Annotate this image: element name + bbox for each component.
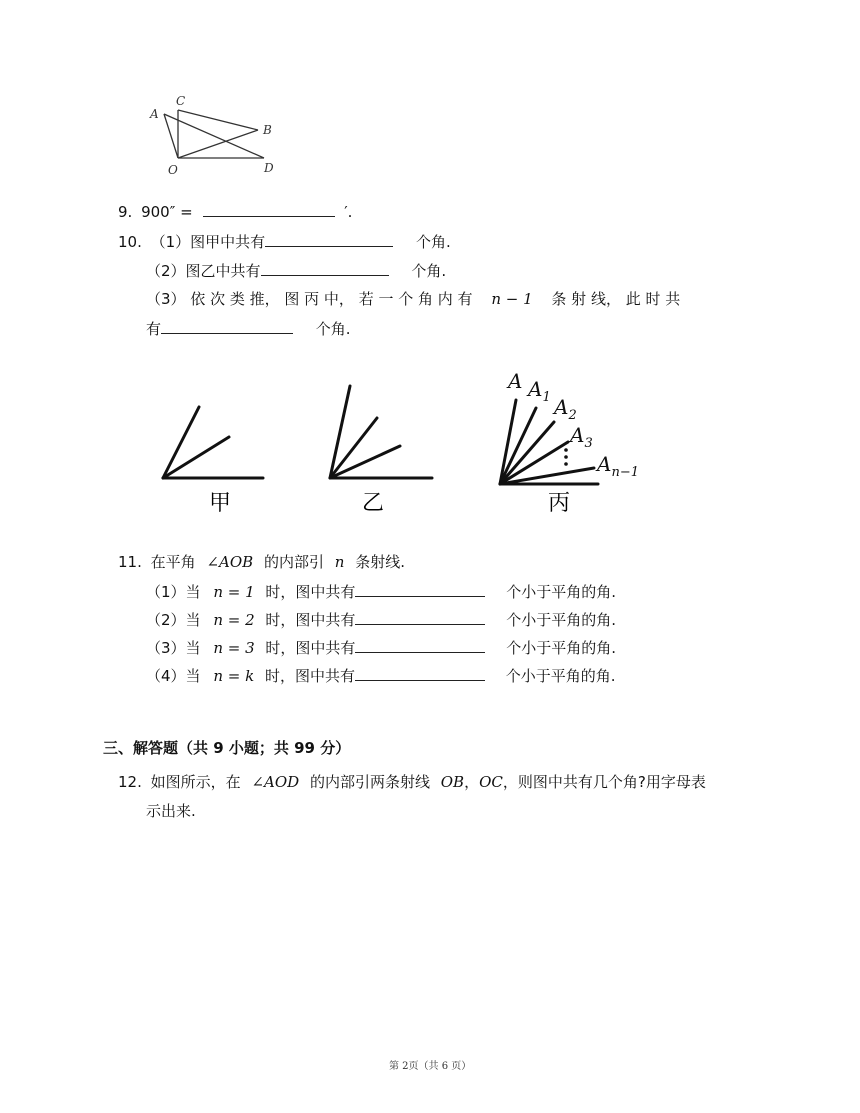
question-text: 条 射 线， 此 时 共 (551, 290, 681, 308)
answer-blank[interactable] (203, 201, 335, 217)
ellipsis-dots (564, 448, 568, 466)
label-c: C (176, 94, 186, 108)
question-text: ，则图中共有几个角?用字母表 (502, 773, 706, 791)
question-text: （1）图甲中共有 (150, 233, 266, 251)
label-a: A (508, 369, 523, 393)
question-12-cont: 示出来. (146, 802, 196, 820)
answer-blank[interactable] (261, 260, 389, 276)
math-expression: n = 1 (213, 583, 255, 601)
answer-blank[interactable] (355, 637, 485, 653)
question-text: 在平角 (150, 553, 196, 571)
answer-blank[interactable] (355, 581, 485, 597)
math-expression: n = 2 (213, 611, 255, 629)
question-text: ′. (344, 203, 353, 221)
segment-o-b (178, 130, 258, 158)
question-text: （3）当 (146, 639, 201, 657)
question-text: 个角. (415, 233, 451, 251)
label-a1: $A_1$ (528, 377, 551, 405)
question-number: 10. (118, 233, 142, 251)
question-number: 12. (118, 773, 142, 791)
segment-o-a (164, 114, 178, 158)
question-number: 9. (118, 203, 133, 221)
question-text: （2）图乙中共有 (146, 262, 261, 280)
math-expression: ∠AOD (251, 773, 300, 791)
question-text: 时，图中共有 (265, 639, 356, 657)
label-d: D (264, 161, 274, 175)
question-11 (118, 552, 405, 572)
question-text: 个小于平角的角. (506, 639, 616, 657)
question-text: 个角. (411, 262, 447, 280)
question-text: 如图所示，在 (150, 773, 241, 791)
label-a2: $A_2$ (554, 395, 577, 423)
math-expression: n − 1 (491, 290, 533, 308)
question-text: （3） 依 次 类 推， 图 丙 中， 若 一 个 角 内 有 (146, 290, 473, 308)
segment-a-d (164, 114, 264, 158)
question-10-part-1 (118, 231, 451, 252)
question-text: 时，图中共有 (265, 583, 356, 601)
label-b: B (263, 123, 272, 137)
question-text: 个小于平角的角. (506, 583, 616, 601)
angle-figure-top (140, 92, 290, 182)
figure-jia (155, 400, 275, 520)
question-text: （2）当 (146, 611, 201, 629)
question-9 (118, 201, 352, 222)
question-number: 11. (118, 553, 142, 571)
question-text: 有 (146, 320, 162, 338)
question-text: 个小于平角的角. (506, 611, 616, 629)
caption-bing: 丙 (548, 491, 571, 516)
question-10-part-3 (146, 289, 680, 309)
math-expression: OB (440, 773, 465, 791)
question-11-item-4 (146, 665, 616, 686)
answer-blank[interactable] (161, 318, 293, 334)
section-heading: 三、解答题（共 9 小题；共 99 分） (103, 739, 351, 757)
math-expression: ∠AOB (206, 553, 254, 571)
segment-c-b (178, 110, 258, 130)
ray (500, 400, 516, 484)
question-text: 900″ = (141, 203, 193, 221)
answer-blank[interactable] (265, 231, 393, 247)
question-11-item-2 (146, 609, 616, 630)
question-text: （4）当 (146, 667, 201, 685)
figure-bing (490, 368, 650, 520)
question-10-part-3-cont (146, 318, 351, 339)
question-text: 时，图中共有 (265, 611, 356, 629)
label-o: O (168, 163, 178, 177)
math-expression: n = k (213, 667, 255, 685)
question-text: ， (464, 773, 480, 791)
math-expression: OC (479, 773, 503, 791)
label-a: A (150, 107, 159, 121)
question-text: （1）当 (146, 583, 201, 601)
caption-yi: 乙 (362, 491, 385, 516)
question-text: 的内部引两条射线 (309, 773, 430, 791)
math-expression: n = 3 (213, 639, 255, 657)
question-12 (118, 772, 706, 792)
label-an-1: $A_{n-1}$ (597, 452, 639, 480)
figure-yi (322, 380, 442, 520)
math-expression: n (334, 553, 345, 571)
question-text: 时，图中共有 (264, 667, 355, 685)
question-text: 个角. (315, 320, 351, 338)
question-text: 个小于平角的角. (505, 667, 616, 685)
answer-blank[interactable] (355, 609, 485, 625)
question-text: 条射线. (355, 553, 405, 571)
page-footer: 第 2页（共 6 页） (389, 1061, 472, 1072)
question-11-item-3 (146, 637, 616, 658)
question-10-part-2 (146, 260, 446, 281)
question-text: 的内部引 (263, 553, 324, 571)
question-11-item-1 (146, 581, 616, 602)
caption-jia: 甲 (209, 491, 232, 516)
label-a3: $A_3$ (570, 423, 593, 451)
ray (330, 446, 400, 478)
answer-blank[interactable] (355, 665, 485, 681)
